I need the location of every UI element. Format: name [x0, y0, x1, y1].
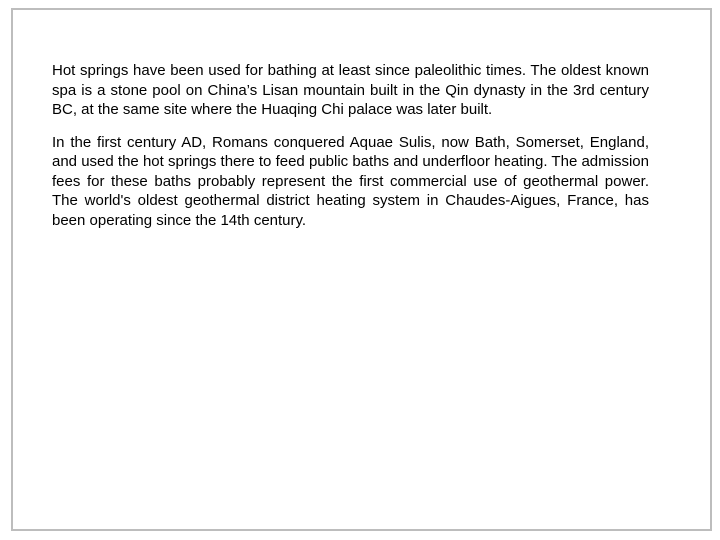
document-body: [52, 61, 649, 243]
paragraph-hot-springs-history: Hot springs have been used for bathing at least since paleolithic times. The oldest known spa is a stone pool on China’s Lisan mountain built in the Qin dynasty in the 3rd century BC, at the same site where the Huaqing Chi palace was later built.: [52, 62, 649, 118]
paragraph-roman-geothermal: In the first century AD, Romans conquered Aquae Sulis, now Bath, Somerset, England, and used the hot springs there to feed public baths and underfloor heating. The admission fees for these baths probably represent the first commercial use of geothermal power. The world's oldest geothermal district heating system in Chaudes-Aigues, France, has been operating since the 14th century.: [52, 133, 649, 229]
document-page: [11, 8, 712, 531]
